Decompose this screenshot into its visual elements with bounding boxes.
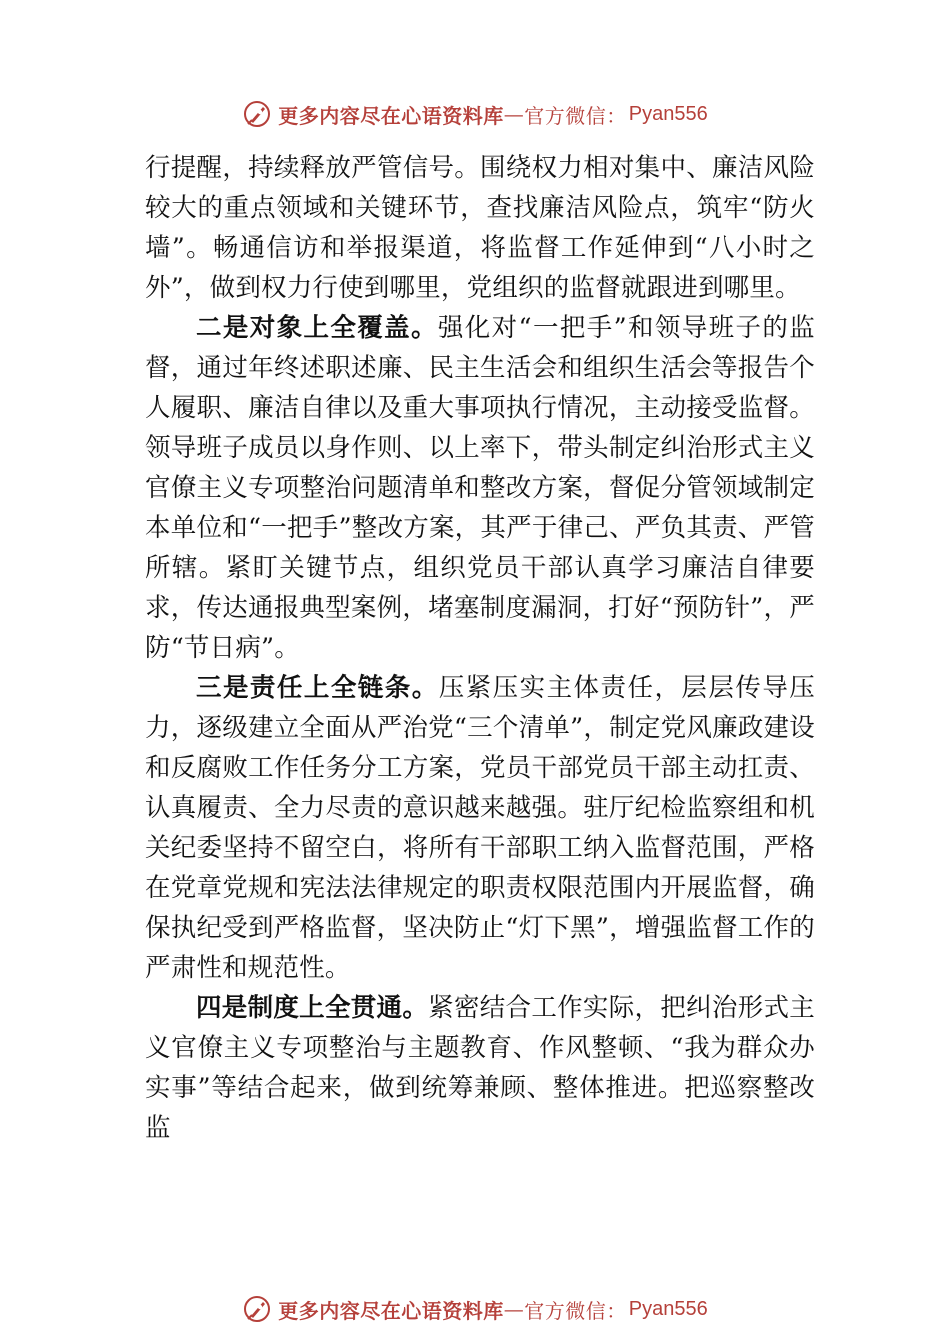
paragraph-1: 行提醒，持续释放严管信号。围绕权力相对集中、廉洁风险较大的重点领域和关键环节，查找廉洁风险点，筑牢“防火墙”。畅通信访和举报渠道，将监督工作延伸到“八小时之外”，做到权力行使到哪里，党组织的监督就跟进到哪里。	[145, 153, 815, 303]
header-official-text: 官方微信：	[524, 103, 627, 128]
paragraph-3-text: 压紧压实主体责任，层层传导压力，逐级建立全面从严治党“三个清单”，制定党风廉政建设和反腐败工作任务分工方案，党员干部党员干部主动扛责、认真履责、全力尽责的意识越来越强。驻厅纪检监察组和机关纪委坚持不留空白，将所有干部职工纳入监督范围，严格在党章党规和宪法法律规定的职责权限范围内开展监督，确保执纪受到严格监督，坚决防止“灯下黑”，增强监督工作的严肃性和规范性。	[145, 673, 815, 983]
paragraph-4-text: 紧密结合工作实际，把纠治形式主义官僚主义专项整治与主题教育、作风整顿、“我为群众办实事”等结合起来，做到统筹兼顾、整体推进。把巡察整改监	[145, 993, 815, 1143]
paragraph-3	[145, 668, 815, 988]
header-account-id: Pyan556	[628, 102, 708, 125]
paragraph-2-lead: 二是对象上全覆盖。	[196, 313, 438, 343]
header-brand-text: 更多内容尽在心语资料库	[278, 103, 504, 128]
header-watermark-banner	[0, 92, 950, 136]
paragraph-4	[145, 988, 815, 1148]
footer-brand-text: 更多内容尽在心语资料库	[278, 1298, 504, 1323]
paragraph-2	[145, 308, 815, 668]
footer-dash: —	[503, 1297, 525, 1321]
paragraph-2-text: 强化对“一把手”和领导班子的监督，通过年终述职述廉、民主生活会和组织生活会等报告个人履职、廉洁自律以及重大事项执行情况，主动接受监督。 领导班子成员以身作则、以上率下，带头制定纠治形式主义官僚主义专项整治问题清单和整改方案，督促分管领域制定本单位和“一把手”整改方案，其严于律己、严负其责、严管所辖。紧盯关键节点，组织党员干部认真学习廉洁自律要求，传达通报典型案例，堵塞制度漏洞，打好“预防针”，严防“节日病”。	[145, 313, 815, 663]
paragraph-3-lead: 三是责任上全链条。	[196, 673, 439, 703]
header-dash: —	[503, 102, 525, 126]
footer-watermark-banner	[0, 1287, 950, 1331]
paragraph-4-lead: 四是制度上全贯通。	[196, 993, 429, 1023]
quill-pen-logo-icon	[242, 99, 272, 129]
quill-pen-logo-icon	[242, 1294, 272, 1324]
document-body	[145, 148, 815, 1148]
footer-official-text: 官方微信：	[524, 1298, 627, 1323]
footer-account-id: Pyan556	[628, 1297, 708, 1320]
